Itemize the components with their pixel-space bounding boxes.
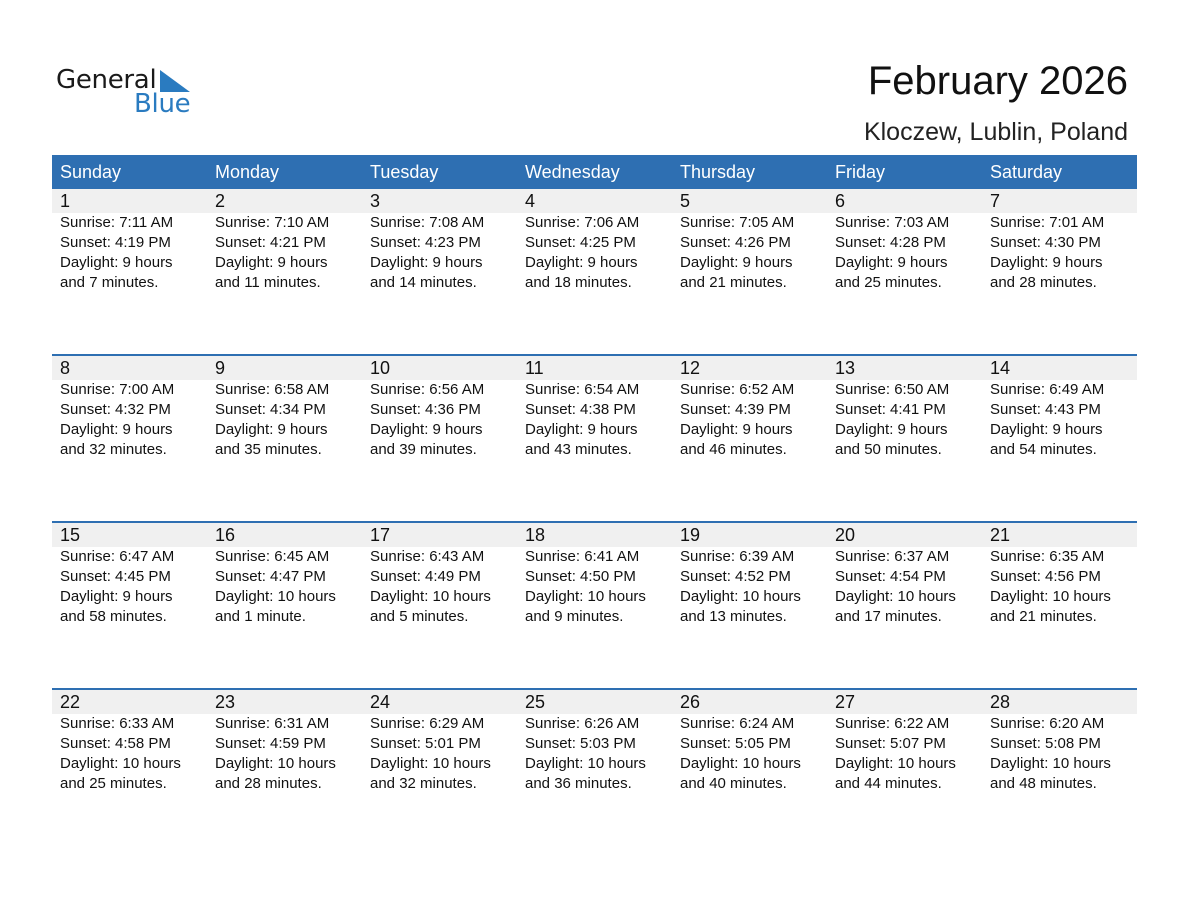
daylight-minutes-text: and 32 minutes. [60,441,167,458]
weekday-sunday: Sunday [60,162,122,182]
daylight-text: Daylight: 10 hours [680,755,801,772]
sunrise-text: Sunrise: 6:22 AM [835,715,950,732]
calendar-grid [52,155,1137,855]
day-number: 6 [835,191,846,211]
sunset-text: Sunset: 5:03 PM [525,735,636,752]
sunset-text: Sunset: 4:28 PM [835,234,946,251]
sunrise-text: Sunrise: 6:35 AM [990,548,1105,565]
sunrise-text: Sunrise: 6:33 AM [60,715,175,732]
daylight-text: Daylight: 9 hours [680,254,793,271]
daylight-minutes-text: and 14 minutes. [370,274,477,291]
day-number: 16 [215,525,236,545]
day-number: 24 [370,692,391,712]
daylight-minutes-text: and 36 minutes. [525,775,632,792]
sunset-text: Sunset: 4:26 PM [680,234,791,251]
weekday-wednesday: Wednesday [525,162,620,182]
daylight-text: Daylight: 9 hours [525,254,638,271]
daylight-minutes-text: and 25 minutes. [60,775,167,792]
calendar-week [52,189,1137,354]
sunset-text: Sunset: 4:41 PM [835,401,946,418]
daylight-text: Daylight: 10 hours [525,588,646,605]
day-cell [517,547,672,627]
sunset-text: Sunset: 4:21 PM [215,234,326,251]
sunset-text: Sunset: 4:45 PM [60,568,171,585]
sunset-text: Sunset: 4:25 PM [525,234,636,251]
location-subtitle: Kloczew, Lublin, Poland [863,118,1128,146]
day-number: 23 [215,692,236,712]
day-cell [207,213,362,293]
day-cell [52,714,207,794]
daylight-minutes-text: and 46 minutes. [680,441,787,458]
daylight-text: Daylight: 9 hours [60,421,173,438]
day-number: 2 [215,191,226,211]
day-number: 27 [835,692,856,712]
sunset-text: Sunset: 5:01 PM [370,735,481,752]
sunset-text: Sunset: 5:08 PM [990,735,1101,752]
daylight-minutes-text: and 35 minutes. [215,441,322,458]
daylight-minutes-text: and 50 minutes. [835,441,942,458]
sunrise-text: Sunrise: 7:06 AM [525,214,640,231]
day-cell [982,547,1137,627]
day-number: 18 [525,525,546,545]
sunrise-text: Sunrise: 6:45 AM [215,548,330,565]
day-cell [672,714,827,794]
sunset-text: Sunset: 4:30 PM [990,234,1101,251]
day-cell [52,380,207,460]
day-number: 28 [990,692,1011,712]
calendar-week [52,688,1137,855]
sunrise-text: Sunrise: 6:20 AM [990,715,1105,732]
day-number: 12 [680,358,701,378]
daylight-minutes-text: and 5 minutes. [370,608,469,625]
sunset-text: Sunset: 4:47 PM [215,568,326,585]
daylight-minutes-text: and 7 minutes. [60,274,159,291]
day-number: 26 [680,692,701,712]
sunset-text: Sunset: 4:52 PM [680,568,791,585]
day-number: 17 [370,525,391,545]
daylight-text: Daylight: 9 hours [680,421,793,438]
day-cell [517,213,672,293]
daylight-text: Daylight: 9 hours [835,421,948,438]
sunrise-text: Sunrise: 6:58 AM [215,381,330,398]
daylight-minutes-text: and 21 minutes. [680,274,787,291]
weekday-saturday: Saturday [990,162,1063,182]
daylight-text: Daylight: 9 hours [60,254,173,271]
daylight-minutes-text: and 18 minutes. [525,274,632,291]
daylight-text: Daylight: 10 hours [680,588,801,605]
sunset-text: Sunset: 4:50 PM [525,568,636,585]
daylight-text: Daylight: 9 hours [215,421,328,438]
date-band [52,523,1137,547]
sunset-text: Sunset: 4:23 PM [370,234,481,251]
daylight-text: Daylight: 10 hours [990,588,1111,605]
sunset-text: Sunset: 4:54 PM [835,568,946,585]
sunset-text: Sunset: 4:39 PM [680,401,791,418]
sunset-text: Sunset: 4:49 PM [370,568,481,585]
day-number: 14 [990,358,1011,378]
sunrise-text: Sunrise: 6:31 AM [215,715,330,732]
logo-text-blue: Blue [134,89,191,119]
daylight-minutes-text: and 44 minutes. [835,775,942,792]
page-title: February 2026 [867,59,1128,103]
daylight-text: Daylight: 10 hours [990,755,1111,772]
day-details-row [52,714,1137,794]
day-cell [362,213,517,293]
day-number: 21 [990,525,1011,545]
sunrise-text: Sunrise: 6:26 AM [525,715,640,732]
sunset-text: Sunset: 5:07 PM [835,735,946,752]
day-number: 11 [525,358,544,378]
daylight-text: Daylight: 9 hours [525,421,638,438]
daylight-minutes-text: and 48 minutes. [990,775,1097,792]
sunrise-text: Sunrise: 6:29 AM [370,715,485,732]
daylight-minutes-text: and 1 minute. [215,608,306,625]
daylight-text: Daylight: 9 hours [370,421,483,438]
sunset-text: Sunset: 4:56 PM [990,568,1101,585]
daylight-text: Daylight: 9 hours [370,254,483,271]
sunrise-text: Sunrise: 6:56 AM [370,381,485,398]
daylight-text: Daylight: 10 hours [835,755,956,772]
logo-text-general: General [56,65,157,95]
logo [56,64,196,120]
daylight-minutes-text: and 43 minutes. [525,441,632,458]
daylight-minutes-text: and 25 minutes. [835,274,942,291]
sunrise-text: Sunrise: 6:49 AM [990,381,1105,398]
daylight-text: Daylight: 10 hours [215,588,336,605]
day-number: 9 [215,358,226,378]
daylight-minutes-text: and 9 minutes. [525,608,624,625]
day-number: 15 [60,525,81,545]
day-cell [982,213,1137,293]
sunrise-text: Sunrise: 6:43 AM [370,548,485,565]
sunrise-text: Sunrise: 6:24 AM [680,715,795,732]
sunrise-text: Sunrise: 6:39 AM [680,548,795,565]
day-number: 19 [680,525,701,545]
day-cell [362,547,517,627]
weekday-tuesday: Tuesday [370,162,439,182]
day-cell [207,714,362,794]
daylight-text: Daylight: 10 hours [60,755,181,772]
sunrise-text: Sunrise: 6:47 AM [60,548,175,565]
day-cell [982,714,1137,794]
day-cell [827,714,982,794]
sunset-text: Sunset: 4:32 PM [60,401,171,418]
date-band [52,356,1137,380]
day-number: 1 [60,191,71,211]
day-details-row [52,380,1137,460]
daylight-text: Daylight: 10 hours [525,755,646,772]
day-cell [207,547,362,627]
sunrise-text: Sunrise: 6:50 AM [835,381,950,398]
day-number: 25 [525,692,546,712]
sunrise-text: Sunrise: 6:41 AM [525,548,640,565]
sunset-text: Sunset: 4:43 PM [990,401,1101,418]
sunset-text: Sunset: 4:19 PM [60,234,171,251]
sunset-text: Sunset: 4:59 PM [215,735,326,752]
day-details-row [52,547,1137,627]
day-cell [672,380,827,460]
sunrise-text: Sunrise: 7:00 AM [60,381,175,398]
daylight-text: Daylight: 10 hours [215,755,336,772]
daylight-minutes-text: and 21 minutes. [990,608,1097,625]
day-number: 4 [525,191,536,211]
day-number: 22 [60,692,81,712]
day-cell [672,547,827,627]
daylight-text: Daylight: 9 hours [990,421,1103,438]
calendar-week [52,521,1137,688]
daylight-minutes-text: and 39 minutes. [370,441,477,458]
day-cell [362,380,517,460]
sunrise-text: Sunrise: 6:37 AM [835,548,950,565]
weekday-header [52,155,1137,189]
daylight-text: Daylight: 9 hours [835,254,948,271]
sunset-text: Sunset: 4:36 PM [370,401,481,418]
daylight-minutes-text: and 32 minutes. [370,775,477,792]
sunset-text: Sunset: 4:34 PM [215,401,326,418]
weekday-thursday: Thursday [680,162,756,182]
sunrise-text: Sunrise: 7:08 AM [370,214,485,231]
sunset-text: Sunset: 5:05 PM [680,735,791,752]
calendar-week [52,354,1137,521]
day-cell [827,380,982,460]
day-number: 20 [835,525,856,545]
daylight-minutes-text: and 17 minutes. [835,608,942,625]
daylight-minutes-text: and 13 minutes. [680,608,787,625]
sunset-text: Sunset: 4:58 PM [60,735,171,752]
day-number: 5 [680,191,691,211]
day-cell [672,213,827,293]
day-cell [517,714,672,794]
daylight-text: Daylight: 10 hours [370,755,491,772]
daylight-minutes-text: and 28 minutes. [215,775,322,792]
sunrise-text: Sunrise: 7:03 AM [835,214,950,231]
date-band [52,189,1137,213]
sunrise-text: Sunrise: 7:11 AM [60,214,174,231]
day-cell [362,714,517,794]
weekday-monday: Monday [215,162,280,182]
day-cell [517,380,672,460]
sunrise-text: Sunrise: 6:54 AM [525,381,640,398]
day-cell [52,213,207,293]
sunrise-text: Sunrise: 6:52 AM [680,381,795,398]
sunset-text: Sunset: 4:38 PM [525,401,636,418]
day-number: 13 [835,358,856,378]
day-number: 3 [370,191,381,211]
daylight-minutes-text: and 54 minutes. [990,441,1097,458]
daylight-minutes-text: and 28 minutes. [990,274,1097,291]
day-cell [52,547,207,627]
daylight-text: Daylight: 10 hours [370,588,491,605]
day-cell [827,547,982,627]
sunrise-text: Sunrise: 7:05 AM [680,214,795,231]
daylight-minutes-text: and 11 minutes. [215,274,321,291]
day-cell [827,213,982,293]
daylight-minutes-text: and 40 minutes. [680,775,787,792]
day-cell [982,380,1137,460]
day-details-row [52,213,1137,293]
daylight-text: Daylight: 10 hours [835,588,956,605]
daylight-text: Daylight: 9 hours [990,254,1103,271]
day-number: 8 [60,358,71,378]
day-number: 7 [990,191,1001,211]
day-number: 10 [370,358,391,378]
weekday-friday: Friday [835,162,886,182]
date-band [52,690,1137,714]
daylight-text: Daylight: 9 hours [215,254,328,271]
day-cell [207,380,362,460]
sunrise-text: Sunrise: 7:01 AM [990,214,1105,231]
sunrise-text: Sunrise: 7:10 AM [215,214,330,231]
daylight-text: Daylight: 9 hours [60,588,173,605]
daylight-minutes-text: and 58 minutes. [60,608,167,625]
